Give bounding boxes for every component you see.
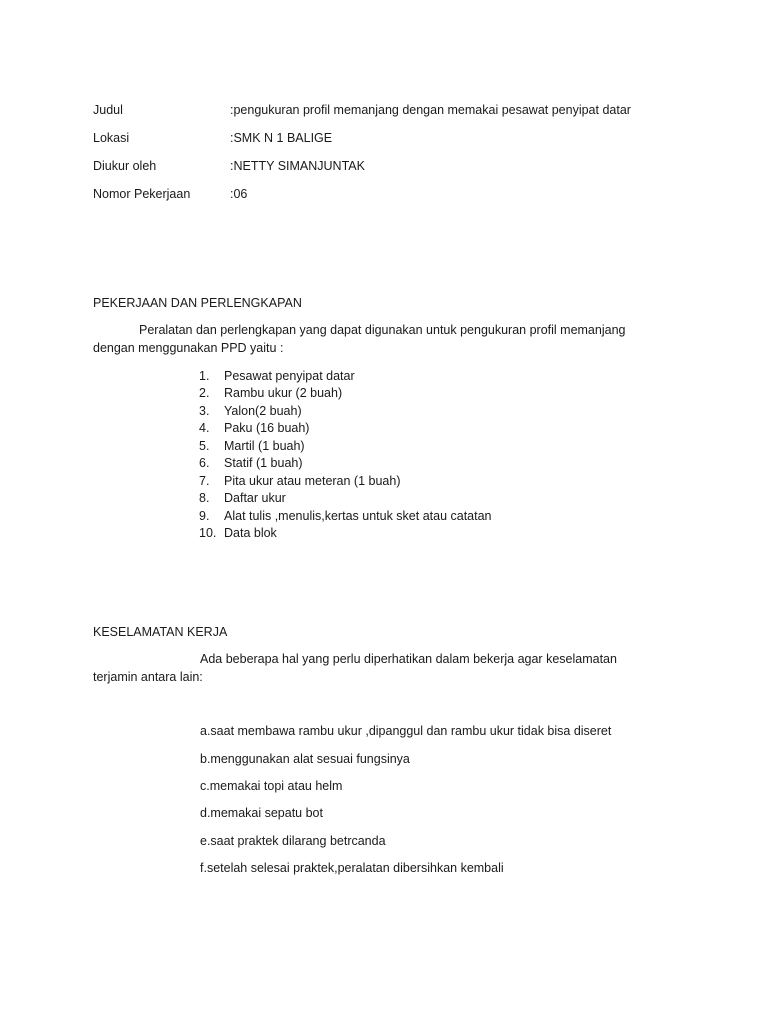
equipment-item-number: 8. — [199, 491, 210, 505]
safety-item: a.saat membawa rambu ukur ,dipanggul dan rambu ukur tidak bisa diseret — [200, 724, 612, 738]
equipment-item-text: Pesawat penyipat datar — [224, 369, 355, 383]
equipment-item-number: 2. — [199, 386, 210, 400]
equipment-item-text: Rambu ukur (2 buah) — [224, 386, 343, 400]
equipment-item-number: 9. — [199, 509, 210, 523]
safety-item: e.saat praktek dilarang betrcanda — [200, 834, 386, 848]
equipment-intro-line2: dengan menggunakan PPD yaitu : — [93, 341, 284, 355]
equipment-item-text: Data blok — [224, 526, 277, 540]
safety-item: f.setelah selesai praktek,peralatan dibersihkan kembali — [200, 861, 504, 875]
equipment-item-number: 7. — [199, 474, 210, 488]
field-value-lokasi: :SMK N 1 BALIGE — [230, 131, 333, 145]
equipment-item-number: 5. — [199, 439, 210, 453]
equipment-item-number: 10. — [199, 526, 217, 540]
field-value-nomor-pekerjaan: :06 — [230, 187, 248, 201]
safety-item: b.menggunakan alat sesuai fungsinya — [200, 752, 410, 766]
field-label-lokasi: Lokasi — [93, 131, 130, 145]
field-label-judul: Judul — [93, 103, 123, 117]
equipment-item-text: Alat tulis ,menulis,kertas untuk sket atau catatan — [224, 509, 492, 523]
safety-item: d.memakai sepatu bot — [200, 806, 323, 820]
equipment-item-number: 1. — [199, 369, 210, 383]
field-value-diukur-oleh: :NETTY SIMANJUNTAK — [230, 159, 365, 173]
field-value-judul: :pengukuran profil memanjang dengan memakai pesawat penyipat datar — [230, 103, 631, 117]
equipment-item-text: Statif (1 buah) — [224, 456, 303, 470]
equipment-item-number: 3. — [199, 404, 210, 418]
field-label-nomor-pekerjaan: Nomor Pekerjaan — [93, 187, 191, 201]
safety-intro-line2: terjamin antara lain: — [93, 670, 203, 684]
equipment-item-text: Yalon(2 buah) — [224, 404, 302, 418]
field-label-diukur-oleh: Diukur oleh — [93, 159, 157, 173]
equipment-heading: PEKERJAAN DAN PERLENGKAPAN — [93, 296, 302, 310]
equipment-intro-line1: Peralatan dan perlengkapan yang dapat digunakan untuk pengukuran profil memanjang — [139, 323, 626, 337]
equipment-item-number: 6. — [199, 456, 210, 470]
safety-heading: KESELAMATAN KERJA — [93, 625, 228, 639]
equipment-item-number: 4. — [199, 421, 210, 435]
safety-intro-line1: Ada beberapa hal yang perlu diperhatikan dalam bekerja agar keselamatan — [200, 652, 617, 666]
equipment-item-text: Pita ukur atau meteran (1 buah) — [224, 474, 401, 488]
equipment-item-text: Martil (1 buah) — [224, 439, 305, 453]
safety-item: c.memakai topi atau helm — [200, 779, 343, 793]
equipment-item-text: Paku (16 buah) — [224, 421, 310, 435]
equipment-item-text: Daftar ukur — [224, 491, 286, 505]
